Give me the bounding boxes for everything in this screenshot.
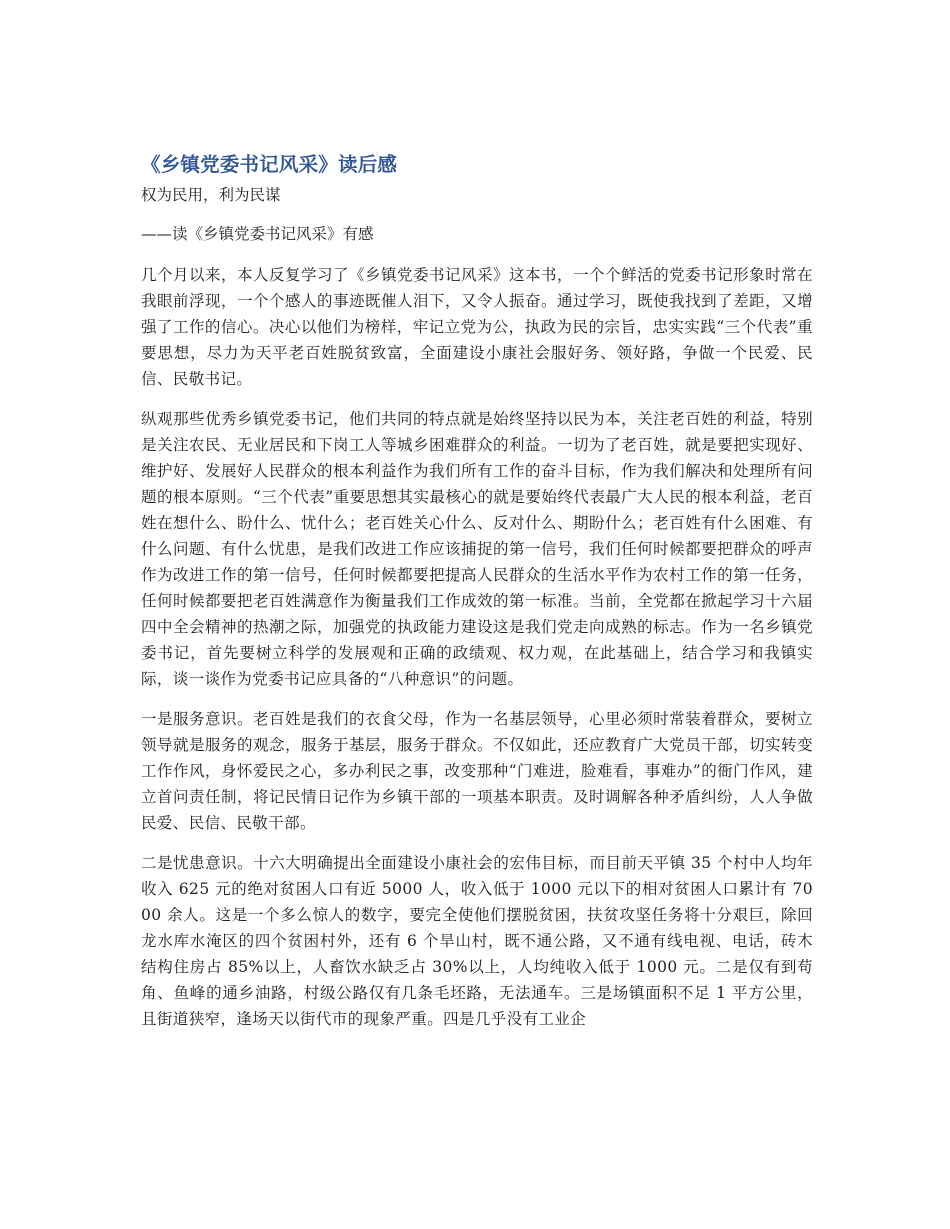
paragraph: 二是忧患意识。十六大明确提出全面建设小康社会的宏伟目标，而目前天平镇 35 个村中人均年收入 625 元的绝对贫困人口有近 5000 人，收入低于 1000 元以下的相对贫困人口累计有 7000 余人。这是一个多么惊人的数字，要完全使他们摆脱贫困，扶贫攻坚任务将十分艰巨，除回龙水库水淹区的四个贫困村外，还有 6 个旱山村，既不通公路，又不通有线电视、电话，砖木结构住房占 85%以上，人畜饮水缺乏占 30%以上，人均纯收入低于 1000 元。二是仅有到苟角、鱼峰的通乡油路，村级公路仅有几条毛坯路，无法通车。三是场镇面积不足 1 平方公里，且街道狭窄，逢场天以街代市的现象严重。四是几乎没有工业企 (141, 854, 813, 1028)
paragraph: 纵观那些优秀乡镇党委书记，他们共同的特点就是始终坚持以民为本，关注老百姓的利益，特别是关注农民、无业居民和下岗工人等城乡困难群众的利益。一切为了老百姓，就是要把实现好、维护好、发展好人民群众的根本利益作为我们所有工作的奋斗目标，作为我们解决和处理所有问题的根本原则。“三个代表”重要思想其实最核心的就是要始终代表最广大人民的根本利益，老百姓在想什么、盼什么、忧什么；老百姓关心什么、反对什么、期盼什么；老百姓有什么困难、有什么问题、有什么忧患，是我们改进工作应该捕捉的第一信号，我们任何时候都要把群众的呼声作为改进工作的第一信号，任何时候都要把提高人民群众的生活水平作为农村工作的第一任务，任何时候都要把老百姓满意作为衡量我们工作成效的第一标准。当前，全党都在掀起学习十六届四中全会精神的热潮之际，加强党的执政能力建设这是我们党走向成熟的标志。作为一名乡镇党委书记，首先要树立科学的发展观和正确的政绩观、权力观，在此基础上，结合学习和我镇实际，谈一谈作为党委书记应具备的“八种意识”的问题。 (141, 410, 813, 688)
document-page (141, 150, 813, 1032)
document-title: 《乡镇党委书记风采》读后感 (141, 153, 398, 176)
paragraph: 几个月以来，本人反复学习了《乡镇党委书记风采》这本书，一个个鲜活的党委书记形象时常在我眼前浮现，一个个感人的事迹既催人泪下，又令人振奋。通过学习，既使我找到了差距，又增强了工作的信心。决心以他们为榜样，牢记立党为公，执政为民的宗旨，忠实实践“三个代表”重要思想，尽力为天平老百姓脱贫致富，全面建设小康社会服好务、领好路，争做一个民爱、民信、民敬书记。 (141, 266, 813, 388)
document-byline: ——读《乡镇党委书记风采》有感 (141, 225, 374, 243)
paragraph: 一是服务意识。老百姓是我们的衣食父母，作为一名基层领导，心里必须时常装着群众，要树立领导就是服务的观念，服务于基层，服务于群众。不仅如此，还应教育广大党员干部，切实转变工作作风，身怀爱民之心，多办利民之事，改变那种“门难进，脸难看，事难办”的衙门作风，建立首问责任制，将记民情日记作为乡镇干部的一项基本职责。及时调解各种矛盾纠纷，人人争做民爱、民信、民敬干部。 (141, 710, 813, 832)
document-subtitle: 权为民用，利为民谋 (141, 186, 281, 204)
